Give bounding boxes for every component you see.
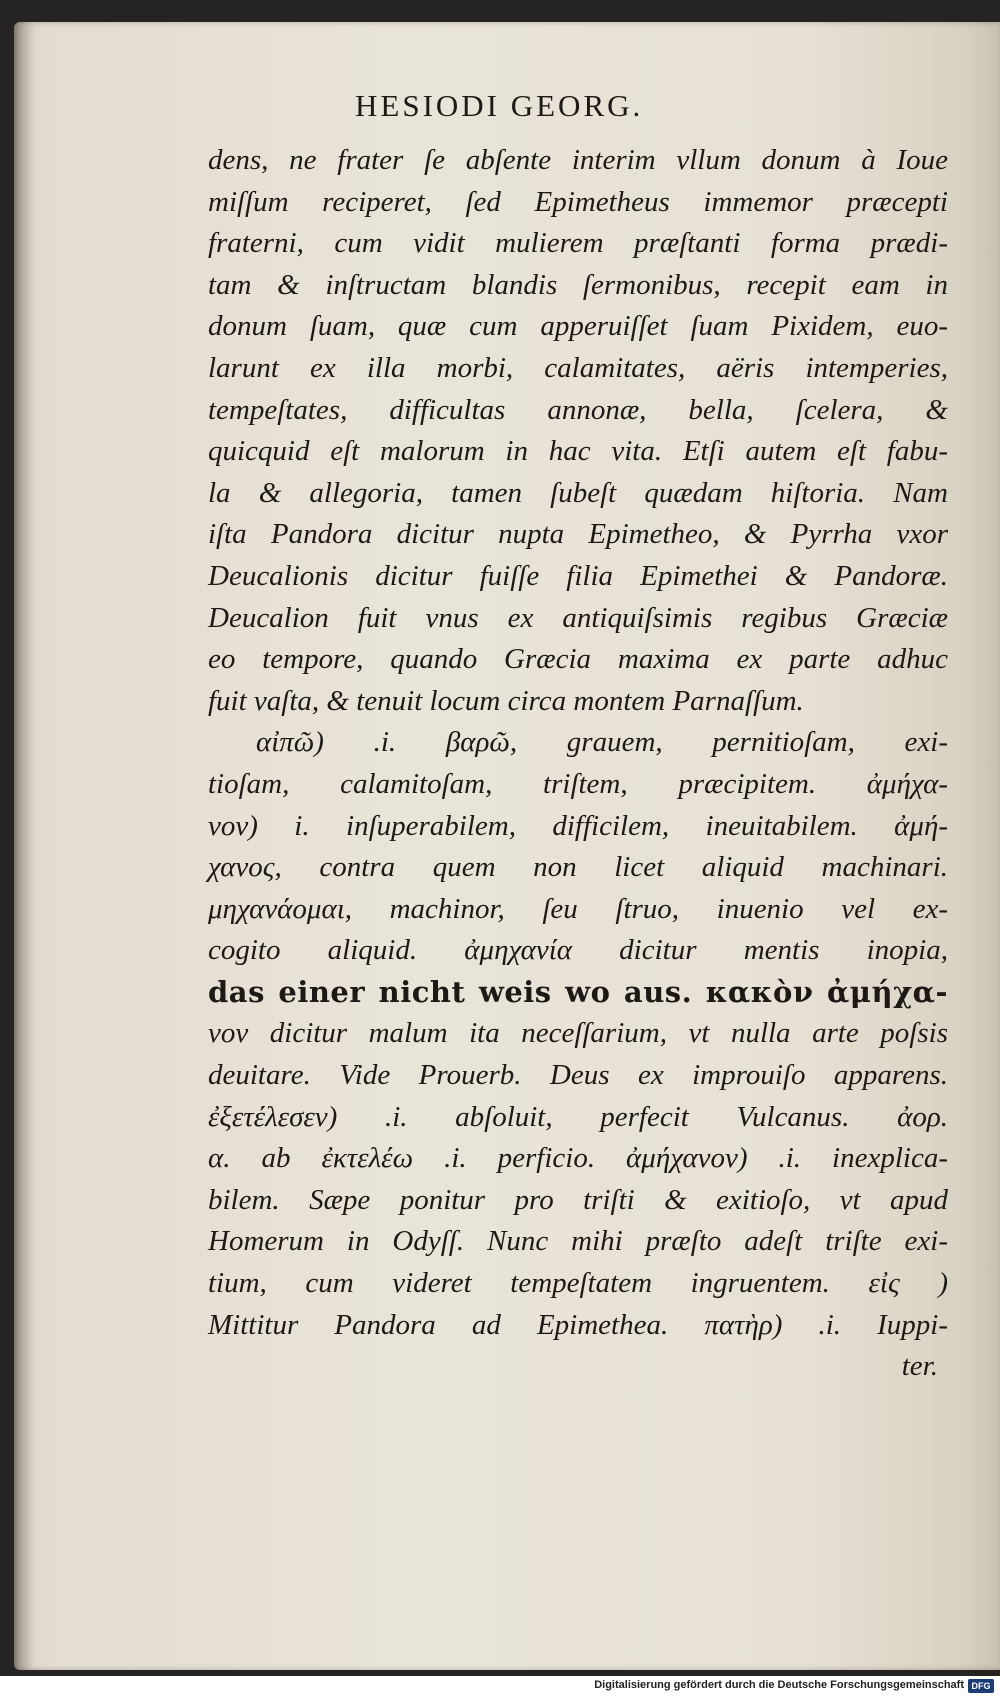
text-line: α. ab ἐκτελέω .i. perficio. ἀμήχανον) .i. inexplica- [208,1142,948,1175]
body-text [208,140,948,1388]
german-gloss-line: das einer nicht weis wo aus. κακὸν ἀμήχα- [208,974,948,1009]
text-line: Mittitur Pandora ad Epimethea. πατὴρ) .i. Iuppi- [208,1308,948,1341]
text-line: χανος, contra quem non licet aliquid machinari. [208,851,948,884]
text-line: iſta Pandora dicitur nupta Epimetheo, & Pyrrha vxor [208,518,948,551]
text-line: tempeſtates, difficultas annonæ, bella, ſcelera, & [208,393,948,426]
text-line: fuit vaſta, & tenuit locum circa montem Parnaſſum. [208,684,804,717]
text-line: Homerum in Odyſſ. Nunc mihi præſto adeſt triſte exi- [208,1225,948,1258]
text-line: cogito aliquid. ἀμηχανία dicitur mentis inopia, [208,934,948,967]
text-line: tium, cum videret tempeſtatem ingruentem. εἰς ) [208,1267,948,1300]
text-line: tioſam, calamitoſam, triſtem, præcipitem. ἀμήχα- [208,767,948,800]
spine-shadow [14,22,34,1670]
text-line: αἰπῶ) .i. βαρῶ, grauem, pernitioſam, exi- [256,726,948,759]
footer-bar [0,1676,1000,1697]
funding-credit: Digitalisierung gefördert durch die Deutsche Forschungsgemeinschaft [594,1679,964,1691]
text-line: larunt ex illa morbi, calamitates, aëris intemperies, [208,351,948,384]
text-line: la & allegoria, tamen ſubeſt quædam hiſtoria. Nam [208,476,948,509]
text-line: dens, ne frater ſe abſente interim vllum donum à Ioue [208,144,948,176]
text-line: quicquid eſt malorum in hac vita. Etſi autem eſt fabu- [208,435,948,468]
catchword: ter. [901,1350,938,1383]
text-line: bilem. Sæpe ponitur pro triſti & exitioſo, vt apud [208,1183,948,1216]
text-line: miſſum reciperet, ſed Epimetheus immemor præcepti [208,185,948,218]
text-line: ἐξετέλεσεν) .i. abſoluit, perfecit Vulcanus. ἀορ. [208,1100,948,1133]
text-line: fraterni, cum vidit mulierem præſtanti forma prædi- [208,227,948,260]
text-line: Deucalion fuit vnus ex antiquiſsimis regibus Græciæ [208,601,948,634]
text-line: νον) i. inſuperabilem, difficilem, ineuitabilem. ἀμή- [208,809,948,842]
text-line: Deucalionis dicitur fuiſſe filia Epimethei & Pandoræ. [208,559,948,592]
text-line: eo tempore, quando Græcia maxima ex parte adhuc [208,643,948,676]
running-head: HESIODI GEORG. [355,88,644,123]
text-line: μηχανάομαι, machinor, ſeu ſtruo, inuenio vel ex- [208,892,948,925]
dfg-logo-icon: DFG [968,1679,994,1693]
text-line: donum ſuam, quæ cum apperuiſſet ſuam Pixidem, euo- [208,310,948,343]
text-line: deuitare. Vide Prouerb. Deus ex improuiſo apparens. [208,1059,948,1092]
text-line: νον dicitur malum ita neceſſarium, vt nulla arte poſsis [208,1017,948,1050]
text-line: tam & inſtructam blandis ſermonibus, recepit eam in [208,268,948,301]
